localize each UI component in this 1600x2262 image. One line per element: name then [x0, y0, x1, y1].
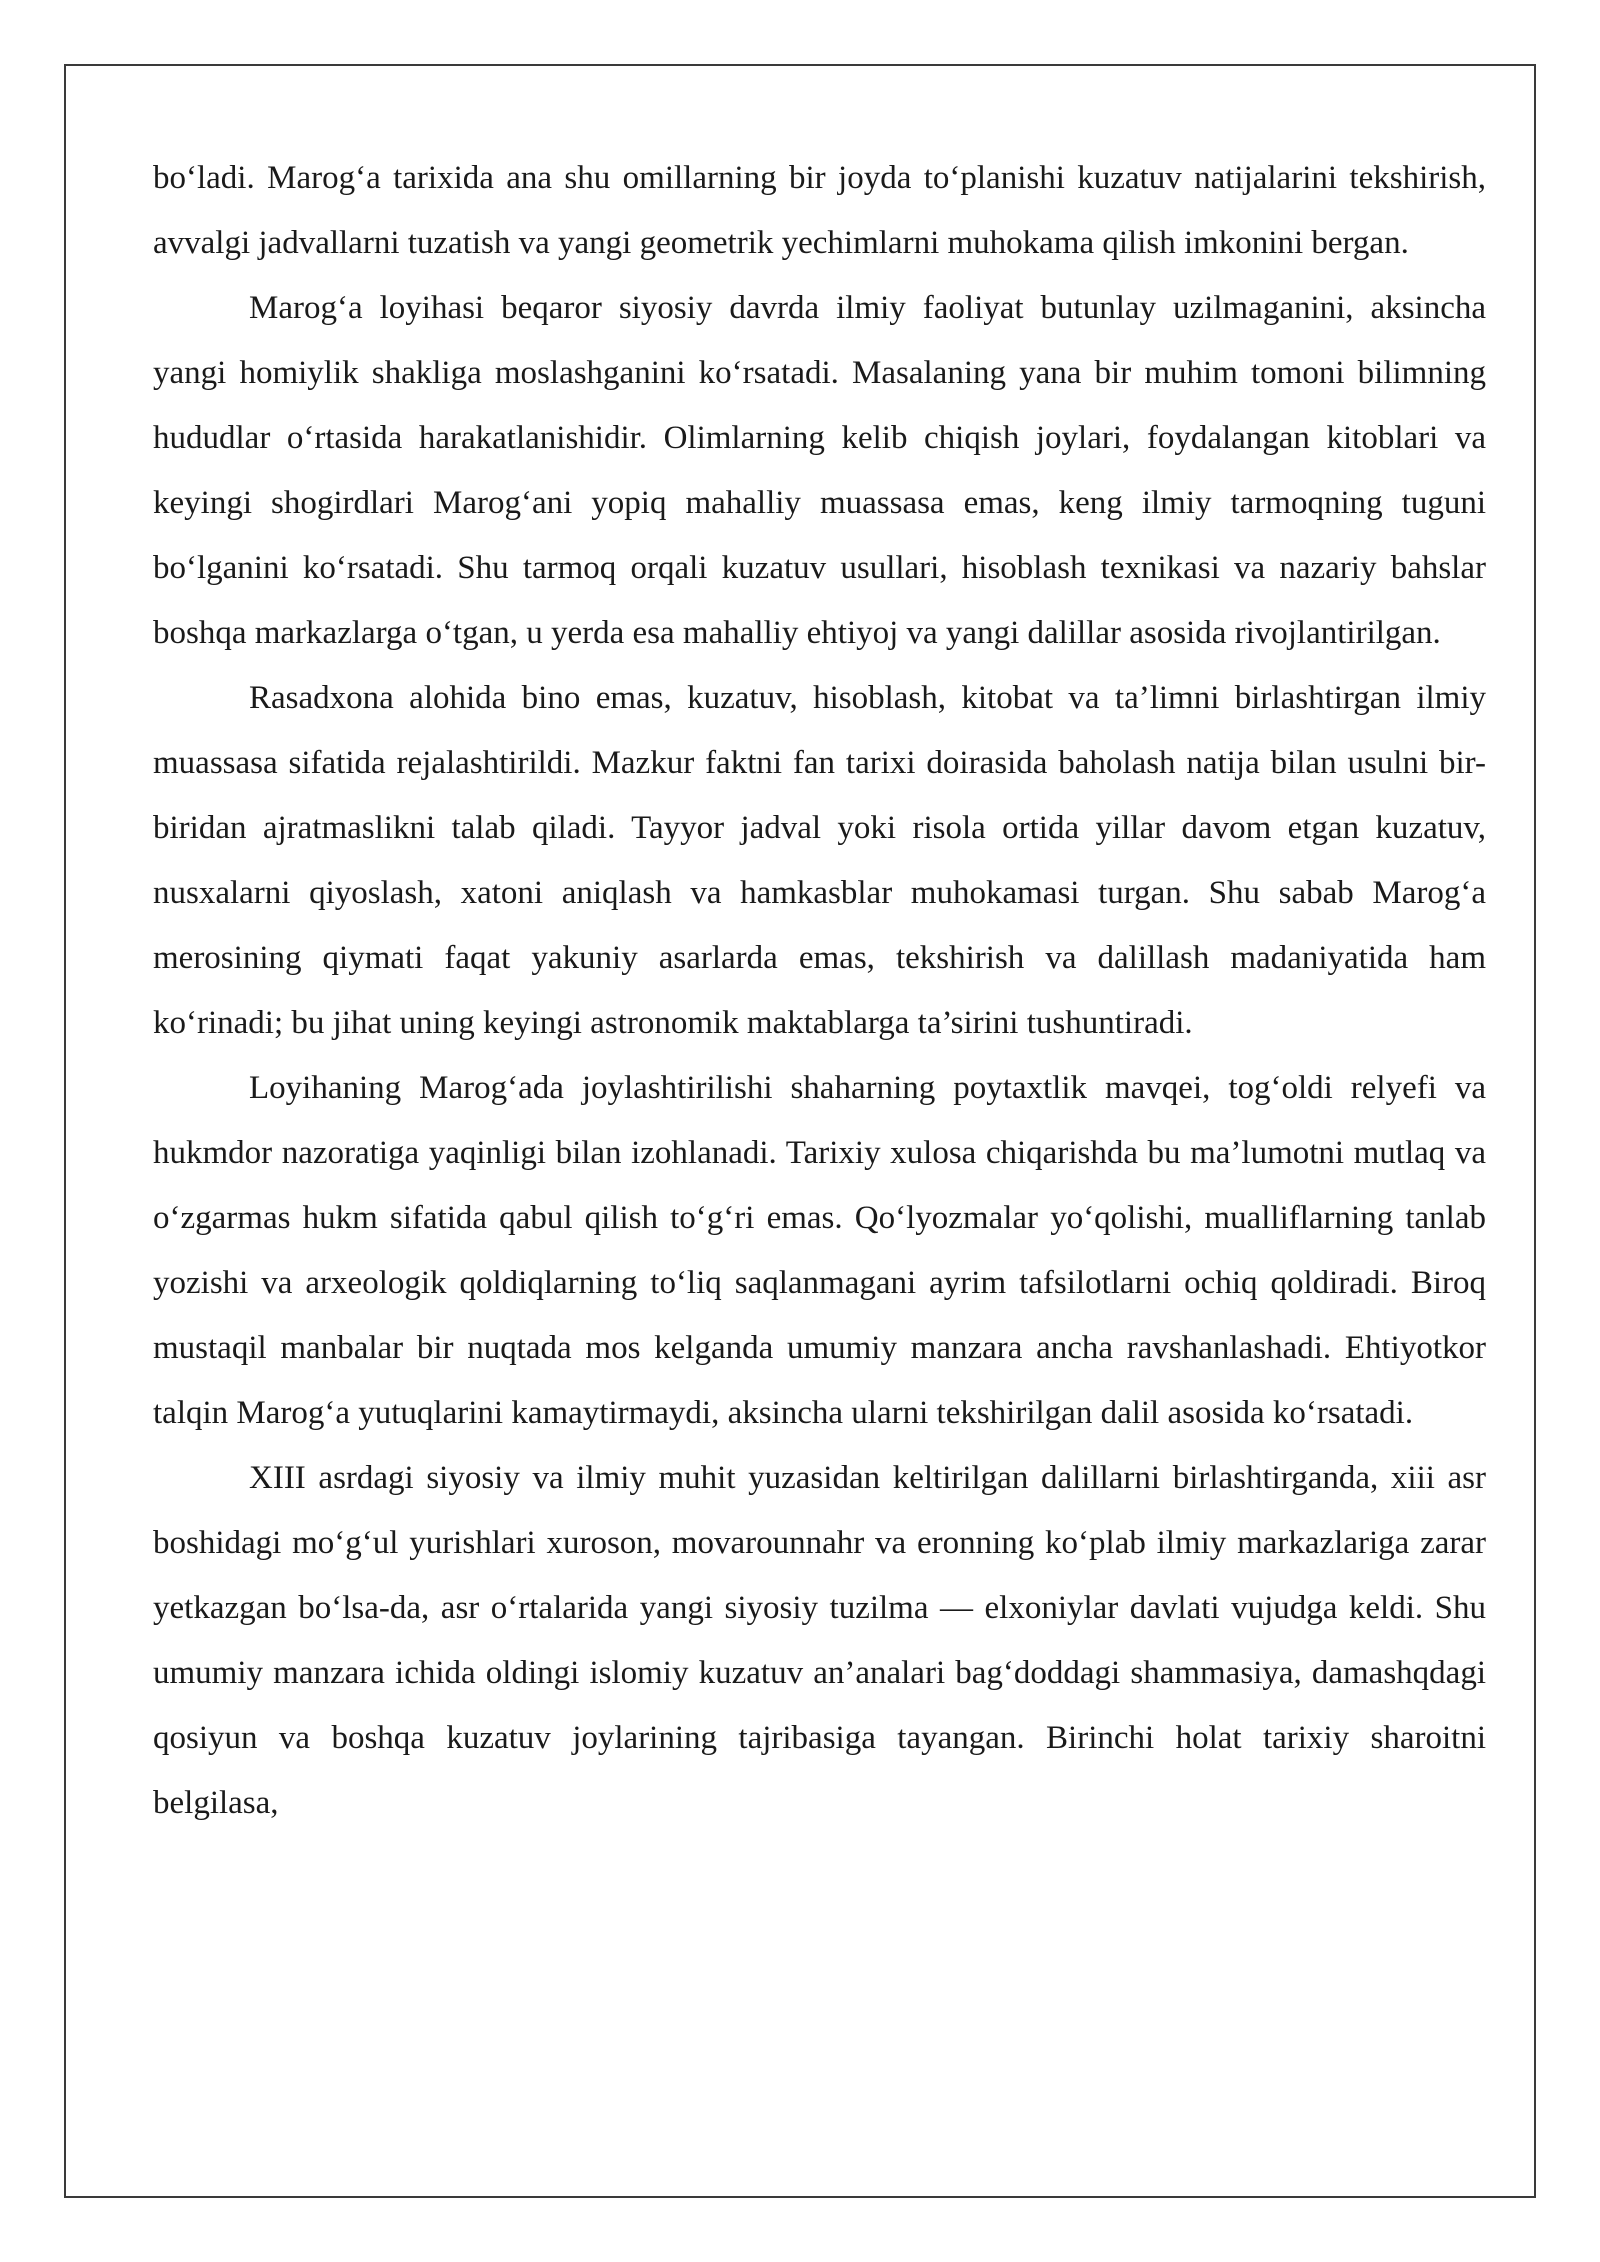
paragraph-1: bo‘ladi. Marog‘a tarixida ana shu omillarning bir joyda to‘planishi kuzatuv natijalarini tekshirish, avvalgi jadvallarni tuzatish va yangi geometrik yechimlarni muhokama qilish imkonini bergan. — [153, 160, 1486, 261]
paragraph-5: XIII asrdagi siyosiy va ilmiy muhit yuzasidan keltirilgan dalillarni birlashtirganda, xiii asr boshidagi mo‘g‘ul yurishlari xuroson, movarounnahr va eronning ko‘plab ilmiy markazlariga zarar yetkazgan bo‘lsa-da, asr o‘rtalarida yangi siyosiy tuzilma — elxoniylar davlati vujudga keldi. Shu umumiy manzara ichida oldingi islomiy kuzatuv an’analari bag‘doddagi shammasiya, damashqdagi qosiyun va boshqa kuzatuv joylarining tajribasiga tayangan. Birinchi holat tarixiy sharoitni belgilasa, — [153, 1460, 1486, 1821]
paragraph-2: Marog‘a loyihasi beqaror siyosiy davrda ilmiy faoliyat butunlay uzilmaganini, aksincha yangi homiylik shakliga moslashganini ko‘rsatadi. Masalaning yana bir muhim tomoni bilimning hududlar o‘rtasida harakatlanishidir. Olimlarning kelib chiqish joylari, foydalangan kitoblari va keyingi shogirdlari Marog‘ani yopiq mahalliy muassasa emas, keng ilmiy tarmoqning tuguni bo‘lganini ko‘rsatadi. Shu tarmoq orqali kuzatuv usullari, hisoblash texnikasi va nazariy bahslar boshqa markazlarga o‘tgan, u yerda esa mahalliy ehtiyoj va yangi dalillar asosida rivojlantirilgan. — [153, 290, 1486, 651]
paragraph-3: Rasadxona alohida bino emas, kuzatuv, hisoblash, kitobat va ta’limni birlashtirgan ilmiy muassasa sifatida rejalashtirildi. Mazkur faktni fan tarixi doirasida baholash natija bilan usulni bir-biridan ajratmaslikni talab qiladi. Tayyor jadval yoki risola ortida yillar davom etgan kuzatuv, nusxalarni qiyoslash, xatoni aniqlash va hamkasblar muhokamasi turgan. Shu sabab Marog‘a merosining qiymati faqat yakuniy asarlarda emas, tekshirish va dalillash madaniyatida ham ko‘rinadi; bu jihat uning keyingi astronomik maktablarga ta’sirini tushuntiradi. — [153, 680, 1486, 1041]
document-body — [153, 146, 1486, 1836]
paragraph-4: Loyihaning Marog‘ada joylashtirilishi shaharning poytaxtlik mavqei, tog‘oldi relyefi va hukmdor nazoratiga yaqinligi bilan izohlanadi. Tarixiy xulosa chiqarishda bu ma’lumotni mutlaq va o‘zgarmas hukm sifatida qabul qilish to‘g‘ri emas. Qo‘lyozmalar yo‘qolishi, mualliflarning tanlab yozishi va arxeologik qoldiqlarning to‘liq saqlanmagani ayrim tafsilotlarni ochiq qoldiradi. Biroq mustaqil manbalar bir nuqtada mos kelganda umumiy manzara ancha ravshanlashadi. Ehtiyotkor talqin Marog‘a yutuqlarini kamaytirmaydi, aksincha ularni tekshirilgan dalil asosida ko‘rsatadi. — [153, 1070, 1486, 1431]
